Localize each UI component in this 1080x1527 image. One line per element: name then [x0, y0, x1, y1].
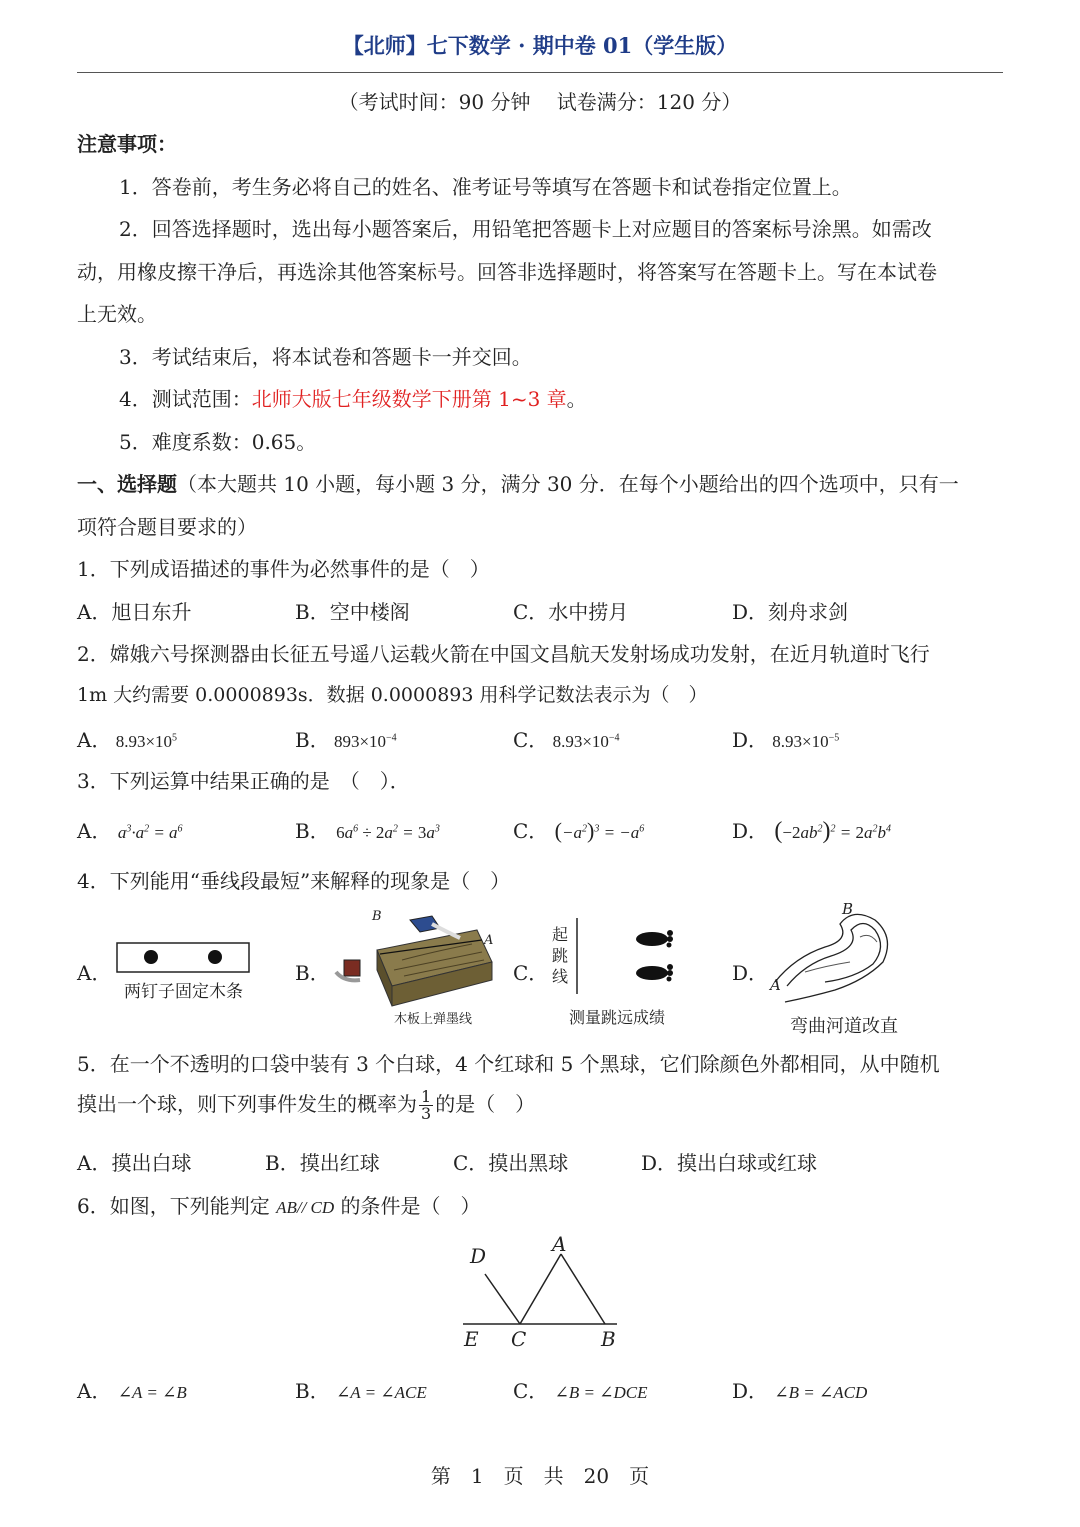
- q4-option-a-letter: A．: [77, 961, 112, 985]
- note-item-2-end: 上无效。: [77, 302, 157, 326]
- q5-stem-2: [77, 1088, 535, 1122]
- q2-option-d: [732, 724, 839, 753]
- q2-option-a-base: 8.93×10: [115, 732, 173, 751]
- q1-option-b: B．空中楼阁: [295, 600, 410, 624]
- q2-option-c-exp: −4: [608, 732, 620, 744]
- q3-stem: 3．下列运算中结果正确的是 （ ）．: [77, 769, 410, 793]
- q3-option-b-expr: $6a^6 \div 2a^2 = 3a^3$: [336, 823, 440, 842]
- q3-option-c-expr: $(-a^2)^3 = -a^6$: [554, 818, 645, 843]
- q5-stem-2-post: 的是（ ）: [435, 1092, 536, 1116]
- q4-option-c-letter: C．: [513, 961, 549, 985]
- section-1-heading: [77, 468, 959, 497]
- q3-option-b: [295, 815, 440, 844]
- q3-option-b-letter: B．: [295, 819, 330, 843]
- q5-stem-1: 5．在一个不透明的口袋中装有 3 个白球，4 个红球和 5 个黑球，它们除颜色外都相同，从中随机: [77, 1052, 940, 1076]
- exam-info: （考试时间：90 分钟 试卷满分：120 分）: [338, 90, 742, 114]
- q1-option-c: C．水中捞月: [513, 600, 629, 624]
- q2-option-b-base: 893×10: [333, 732, 387, 751]
- q6-option-d-expr: ∠B = ∠ACD: [774, 1383, 868, 1402]
- q5-option-a: A．摸出白球: [77, 1151, 192, 1175]
- q2-stem-2: 1m 大约需要 0.0000893s．数据 0.0000893 用科学记数法表示为（ ）: [77, 684, 708, 706]
- q4-stem: 4．下列能用“垂线段最短”来解释的现象是（ ）: [77, 869, 511, 893]
- footprints-illustration: [572, 916, 682, 996]
- fraction-numerator: 1: [421, 1087, 432, 1106]
- q6-option-c-letter: C．: [513, 1379, 549, 1403]
- q1-option-d: D．刻舟求剑: [732, 600, 849, 624]
- q5-option-b: B．摸出红球: [265, 1151, 380, 1175]
- q2-option-b: [295, 724, 397, 753]
- takeoff-label-char-2: 跳: [552, 946, 569, 965]
- fraction-denominator: 3: [421, 1104, 432, 1123]
- note-item-4-suffix: 。: [566, 387, 587, 411]
- note-item-4: [119, 383, 587, 412]
- q6-stem: [77, 1190, 481, 1219]
- q2-option-d-exp: −5: [828, 732, 840, 744]
- q3-option-d-letter: D．: [732, 819, 769, 843]
- q2-stem-1: 2．嫦娥六号探测器由长征五号遥八运载火箭在中国文昌航天发射场成功发射，在近月轨道时飞行: [77, 642, 930, 666]
- ink-line-board-illustration: [332, 910, 507, 1010]
- footprint-icon: [636, 930, 673, 948]
- q3-option-c-letter: C．: [513, 819, 549, 843]
- note-item-3: 3．考试结束后，将本试卷和答题卡一并交回。: [119, 345, 532, 369]
- q2-option-a: [77, 724, 177, 753]
- q4-caption-a: 两钉子固定木条: [124, 982, 243, 1002]
- q6-option-c-expr: ∠B = ∠DCE: [554, 1383, 648, 1402]
- q6-stem-post: 的条件是（ ）: [334, 1194, 481, 1218]
- q6-option-d-letter: D．: [732, 1379, 769, 1403]
- header-divider: [77, 72, 1003, 73]
- note-item-2: 2．回答选择题时，选出每小题答案后，用铅笔把答题卡上对应题目的答案标号涂黑。如需改: [119, 217, 932, 241]
- q6-option-d: [732, 1375, 867, 1404]
- figure-label-e: E: [464, 1327, 479, 1351]
- q5-option-d: D．摸出白球或红球: [641, 1151, 818, 1175]
- q2-option-d-base: 8.93×10: [772, 732, 829, 751]
- takeoff-label-char-3: 线: [552, 967, 569, 986]
- figure-label-c: C: [511, 1327, 527, 1351]
- page-header-title: 【北师】七下数学 · 期中卷 01（学生版）: [342, 33, 738, 58]
- q4-d-point-b: B: [842, 900, 854, 918]
- q6-stem-pre: 6．如图，下列能判定: [77, 1194, 277, 1218]
- page-footer: 第 1 页 共 20 页: [430, 1464, 650, 1488]
- q1-option-a: A．旭日东升: [77, 600, 192, 624]
- river-illustration: [765, 902, 905, 1010]
- q6-option-a-expr: ∠A = ∠B: [117, 1383, 187, 1402]
- q3-option-a-letter: A．: [77, 819, 112, 843]
- q4-d-point-a: A: [770, 976, 781, 994]
- notes-title: 注意事项：: [77, 132, 177, 156]
- q6-option-b-expr: ∠A = ∠ACE: [336, 1383, 427, 1402]
- section-1-desc: （本大题共 10 小题，每小题 3 分，满分 30 分．在每个小题给出的四个选项中，只有一: [177, 472, 959, 496]
- q3-option-a: [77, 815, 183, 844]
- note-item-5: 5．难度系数：0.65。: [119, 430, 317, 454]
- figure-label-d: D: [470, 1244, 487, 1268]
- q3-option-d-expr: $(-2ab^2)^2 = 2a^2b^4$: [774, 818, 891, 844]
- q2-option-d-letter: D．: [732, 728, 769, 752]
- note-item-2-cont: 动，用橡皮擦干净后，再选涂其他答案标号。回答非选择题时，将答案写在答题卡上。写在本试卷: [77, 260, 937, 284]
- q2-option-c: [513, 724, 620, 753]
- q4-b-point-label: B: [372, 909, 382, 924]
- q3-option-c: [513, 815, 644, 844]
- footprint-icon: [636, 964, 673, 982]
- q4-caption-d: 弯曲河道改直: [790, 1016, 898, 1037]
- q4-option-d-letter: D．: [732, 961, 769, 985]
- q3-option-d: [732, 815, 891, 845]
- q6-option-c: [513, 1375, 648, 1404]
- q1-stem: 1．下列成语描述的事件为必然事件的是（ ）: [77, 557, 490, 581]
- figure-label-b: B: [601, 1327, 616, 1351]
- test-scope: 北师大版七年级数学下册第 1~3 章: [251, 387, 567, 411]
- q4-caption-c: 测量跳远成绩: [569, 1008, 666, 1027]
- q5-stem-2-pre: 摸出一个球，则下列事件发生的概率为: [77, 1092, 417, 1116]
- q2-option-b-letter: B．: [295, 728, 330, 752]
- q6-option-b: [295, 1375, 427, 1404]
- q4-a-point-label: A: [484, 933, 494, 948]
- q4-option-b-letter: B．: [295, 961, 330, 985]
- note-item-1: 1．答卷前，考生务必将自己的姓名、准考证号等填写在答题卡和试卷指定位置上。: [119, 175, 852, 199]
- q2-option-b-exp: −4: [386, 732, 397, 744]
- note-item-4-prefix: 4．测试范围：: [119, 387, 252, 411]
- q4-caption-b: 木板上弹墨线: [394, 1012, 473, 1027]
- figure-label-a: A: [552, 1232, 567, 1256]
- wood-strip-nails-illustration: [115, 940, 255, 976]
- q2-option-c-base: 8.93×10: [552, 732, 609, 751]
- q2-option-c-letter: C．: [513, 728, 549, 752]
- q2-option-a-letter: A．: [77, 728, 112, 752]
- q2-option-a-exp: 5: [172, 732, 178, 744]
- q6-option-b-letter: B．: [295, 1379, 330, 1403]
- section-1-title: 一、选择题: [77, 472, 177, 496]
- q6-option-a-letter: A．: [77, 1379, 112, 1403]
- q5-option-c: C．摸出黑球: [453, 1151, 569, 1175]
- q3-option-a-expr: $a^3\cdot a^2 = a^6$: [117, 823, 183, 842]
- q6-stem-math: AB// CD: [276, 1198, 335, 1217]
- probability-fraction: [419, 1089, 433, 1122]
- takeoff-label-char-1: 起: [552, 925, 569, 944]
- q6-option-a: [77, 1375, 187, 1404]
- section-1-desc-cont: 项符合题目要求的）: [77, 515, 257, 539]
